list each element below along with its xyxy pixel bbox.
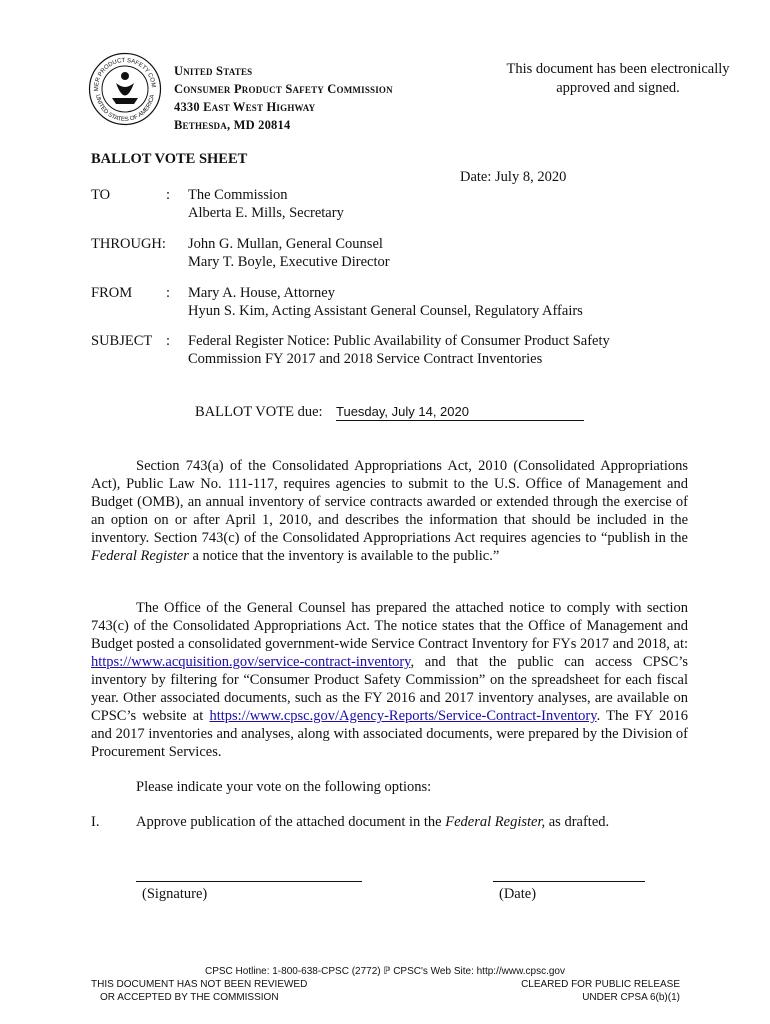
footer-clearance-line-2: UNDER CPSA 6(b)(1) [582,992,680,1003]
through-line: Mary T. Boyle, Executive Director [188,254,390,270]
footer-clearance-line-1: CLEARED FOR PUBLIC RELEASE [521,979,680,990]
through-value [188,235,390,271]
ballot-due-date-text: Tuesday, July 14, 2020 [336,404,469,419]
agency-line: Bethesda, MD 20814 [174,118,291,132]
option-1-text [136,813,609,831]
footer-disclaimer-line-2: OR ACCEPTED BY THE COMMISSION [100,992,279,1003]
to-colon: : [166,187,171,203]
footer-disclaimer-line-1: THIS DOCUMENT HAS NOT BEEN REVIEWED [91,979,308,990]
from-line: Hyun S. Kim, Acting Assistant General Counsel, Regulatory Affairs [188,303,583,319]
vote-prompt: Please indicate your vote on the following options: [136,779,432,795]
subject-line: Commission FY 2017 and 2018 Service Contract Inventories [188,351,543,367]
cpsc-reports-link[interactable]: https://www.cpsc.gov/Agency-Reports/Service-Contract-Inventory [209,708,597,724]
subject-colon: : [166,333,171,349]
from-line: Mary A. House, Attorney [188,285,335,301]
seal-text-top: MER PRODUCT SAFETY COM [93,57,157,92]
from-value [188,284,583,320]
subject-label: SUBJECT [91,333,153,349]
footer-disclaimer [91,978,307,1004]
page-title: BALLOT VOTE SHEET [91,151,248,167]
esign-line-2: approved and signed. [556,80,680,96]
ballot-due-label: BALLOT VOTE due: [195,404,323,420]
paragraph-2-text-b: , and that the public can access CPSC’s inventory by filtering for “Consumer Product Safety Commission” on the spreadsheet for each fiscal year. Other associated documents, such as the FY 2016 and 2017 inventory analyses, are available on CPSC’s website at [91,654,688,724]
ballot-due-date [336,403,584,421]
agency-address [174,62,393,134]
agency-line: Consumer Product Safety Commission [174,82,393,96]
footer-hotline: CPSC Hotline: 1-800-638-CPSC (2772) ℙ CPSC's Web Site: http://www.cpsc.gov [205,966,565,977]
option-1-italic: Federal Register, [445,814,546,830]
electronic-signature-notice [500,60,736,98]
footer-clearance [400,978,680,1004]
signature-line[interactable] [136,881,362,882]
through-label: THROUGH: [91,236,166,252]
from-colon: : [166,285,171,301]
agency-line: United States [174,64,253,78]
paragraph-1-text-a: Section 743(a) of the Consolidated Appropriations Act, 2010 (Consolidated Appropriations Act), Public Law No. 111-117, requires agencies to submit to the U.S. Office of Management and Budget (OMB), an annual inventory of service contracts awarded or extended through the exercise of an option on or after April 1, 2010, and describes the information that should be included in the inventory. Section 743(c) of the Consolidated Appropriations Act requires agencies to “publish in the [91,458,688,546]
paragraph-1-italic: Federal Register [91,548,189,564]
to-value [188,186,344,222]
option-1-numeral: I. [91,814,100,830]
date-label: (Date) [499,886,537,902]
to-label: TO [91,187,111,203]
option-1-text-b: as drafted. [545,814,610,830]
date-line[interactable] [493,881,645,882]
subject-line: Federal Register Notice: Public Availability of Consumer Product Safety [188,333,610,349]
seal-text-bottom: UNITED STATES OF AMERICA [94,94,156,124]
esign-line-1: This document has been electronically [506,61,730,77]
paragraph-1-text-b: a notice that the inventory is available to the public.” [188,548,500,564]
memo-date: Date: July 8, 2020 [460,169,567,185]
signature-label: (Signature) [142,886,208,902]
option-1-text-a: Approve publication of the attached document in the [136,814,446,830]
to-line: The Commission [188,187,288,203]
paragraph-2 [91,599,688,761]
paragraph-2-text-a: The Office of the General Counsel has prepared the attached notice to comply with section 743(c) of the Consolidated Appropriations Act. The notice states that the Office of Management and Budget posted a consolidated government-wide Service Contract Inventory for FYs 2017 and 2018, at: [91,600,688,652]
acquisition-gov-link[interactable]: https://www.acquisition.gov/service-contract-inventory [91,654,411,670]
from-label: FROM [91,285,133,301]
paragraph-2-text-c: . The FY 2016 and 2017 inventories and analyses, along with associated documents, were prepared by the Division of Procurement Services. [91,708,689,760]
paragraph-1 [91,457,688,565]
to-line: Alberta E. Mills, Secretary [188,205,344,221]
cpsc-seal [88,52,162,126]
through-line: John G. Mullan, General Counsel [188,236,383,252]
subject-value [188,332,610,368]
agency-line: 4330 East West Highway [174,100,316,114]
